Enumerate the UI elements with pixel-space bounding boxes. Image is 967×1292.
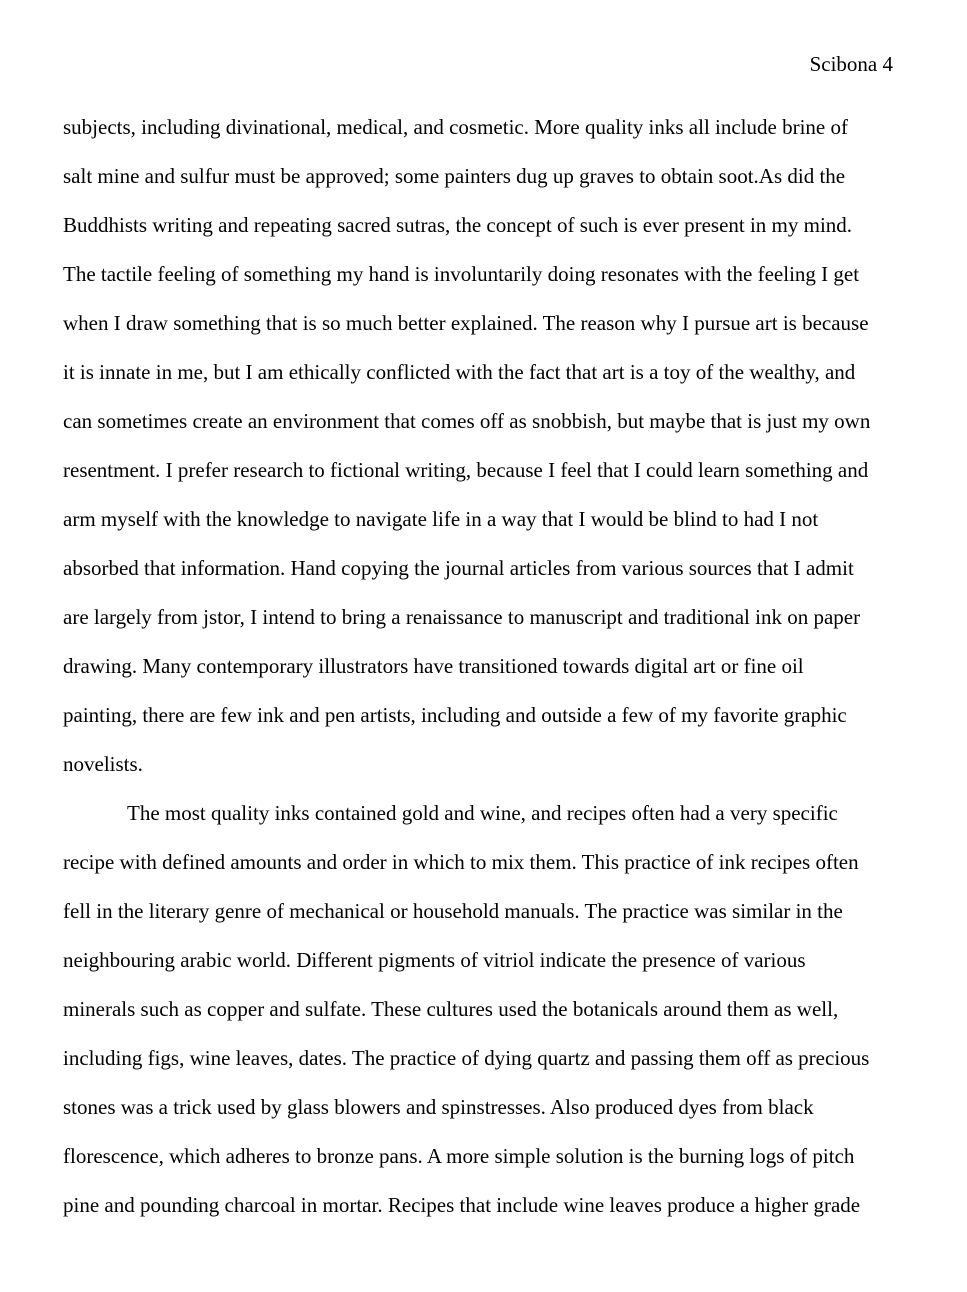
text-line: Buddhists writing and repeating sacred sutras, the concept of such is ever present in my mind. [63,213,853,237]
text-line: absorbed that information. Hand copying the journal articles from various sources that I admit [63,556,854,580]
text-line: salt mine and sulfur must be approved; some painters dug up graves to obtain soot.As did the [63,164,846,188]
text-line: when I draw something that is so much better explained. The reason why I pursue art is because [63,311,869,335]
text-line: subjects, including divinational, medical, and cosmetic. More quality inks all include brine of [63,115,848,139]
text-line: minerals such as copper and sulfate. These cultures used the botanicals around them as well, [63,997,839,1021]
text-line: recipe with defined amounts and order in which to mix them. This practice of ink recipes often [63,850,859,874]
page-header-author-page-number: Scibona 4 [809,52,893,76]
text-line: novelists. [63,752,143,776]
text-line: it is innate in me, but I am ethically conflicted with the fact that art is a toy of the wealthy, and [63,360,856,384]
text-line: The most quality inks contained gold and wine, and recipes often had a very specific [127,801,838,825]
document-body [63,103,903,1230]
text-line: pine and pounding charcoal in mortar. Recipes that include wine leaves produce a higher grade [63,1193,861,1217]
text-line: including figs, wine leaves, dates. The practice of dying quartz and passing them off as precious [63,1046,870,1070]
text-line: drawing. Many contemporary illustrators have transitioned towards digital art or fine oil [63,654,804,678]
text-line: The tactile feeling of something my hand is involuntarily doing resonates with the feeling I get [63,262,860,286]
text-line: resentment. I prefer research to fictional writing, because I feel that I could learn something and [63,458,869,482]
text-line: arm myself with the knowledge to navigate life in a way that I would be blind to had I not [63,507,819,531]
paragraph [63,789,903,1230]
paragraph [63,103,903,789]
text-line: stones was a trick used by glass blowers and spinstresses. Also produced dyes from black [63,1095,814,1119]
text-line: neighbouring arabic world. Different pigments of vitriol indicate the presence of various [63,948,806,972]
text-line: can sometimes create an environment that comes off as snobbish, but maybe that is just my own [63,409,871,433]
text-line: florescence, which adheres to bronze pans. A more simple solution is the burning logs of pitch [63,1144,855,1168]
text-line: painting, there are few ink and pen artists, including and outside a few of my favorite graphic [63,703,847,727]
text-line: fell in the literary genre of mechanical or household manuals. The practice was similar in the [63,899,843,923]
text-line: are largely from jstor, I intend to bring a renaissance to manuscript and traditional ink on paper [63,605,861,629]
